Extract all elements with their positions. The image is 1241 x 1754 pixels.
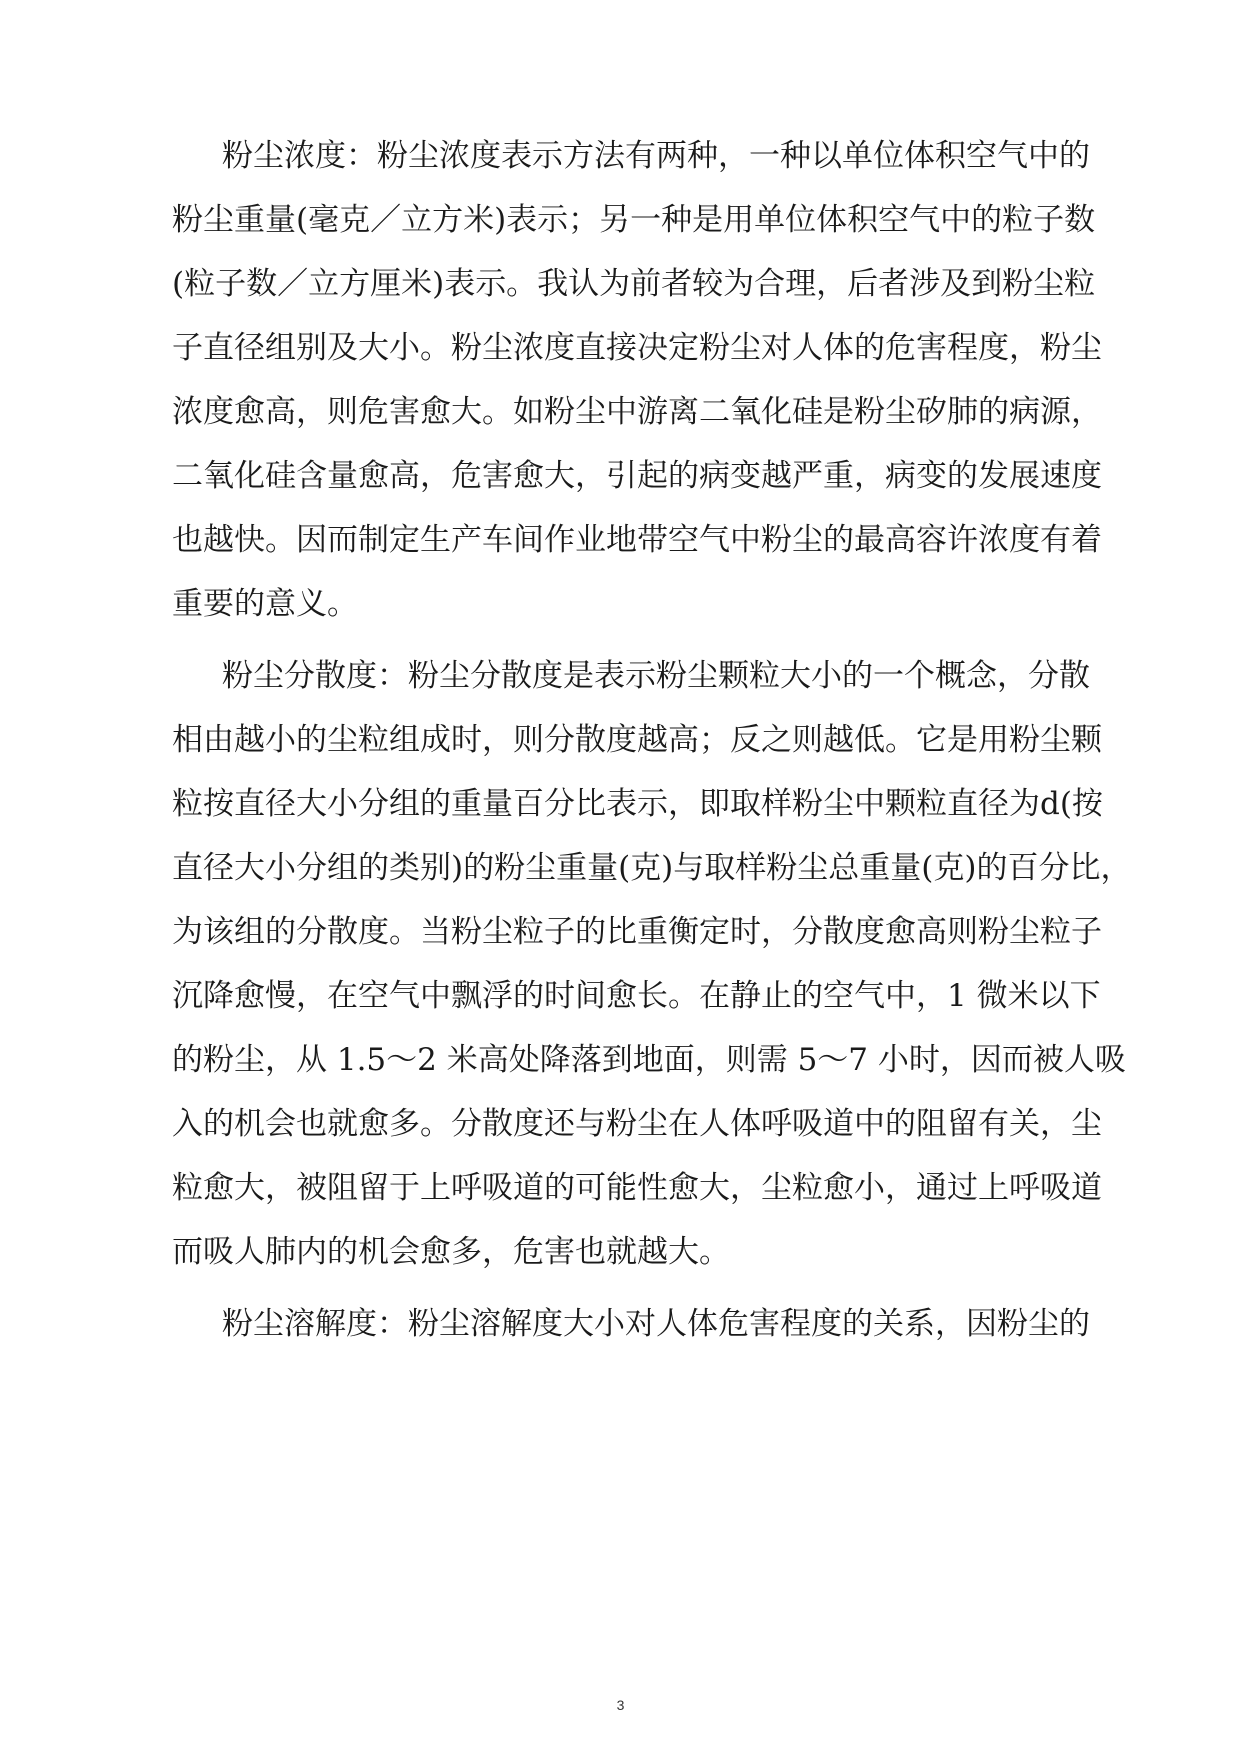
paragraph-2-line-3: 粒按直径大小分组的重量百分比表示，即取样粉尘中颗粒直径为d(按 xyxy=(172,786,1103,822)
paragraph-2-line-9: 粒愈大，被阻留于上呼吸道的可能性愈大，尘粒愈小，通过上呼吸道 xyxy=(172,1170,1102,1206)
paragraph-1-line-1: 粉尘浓度：粉尘浓度表示方法有两种，一种以单位体积空气中的 xyxy=(222,138,1090,174)
paragraph-1-line-6: 二氧化硅含量愈高，危害愈大，引起的病变越严重，病变的发展速度 xyxy=(172,458,1102,494)
paragraph-2-line-6: 沉降愈慢，在空气中飘浮的时间愈长。在静止的空气中，1 微米以下 xyxy=(172,978,1101,1014)
paragraph-2-line-10: 而吸人肺内的机会愈多，危害也就越大。 xyxy=(172,1234,730,1270)
paragraph-1-line-7: 也越快。因而制定生产车间作业地带空气中粉尘的最高容许浓度有着 xyxy=(172,522,1102,558)
paragraph-2-line-5: 为该组的分散度。当粉尘粒子的比重衡定时，分散度愈高则粉尘粒子 xyxy=(172,914,1102,950)
paragraph-2-line-7: 的粉尘，从 1.5～2 米高处降落到地面，则需 5～7 小时，因而被人吸 xyxy=(172,1042,1126,1078)
paragraph-2-line-4: 直径大小分组的类别)的粉尘重量(克)与取样粉尘总重量(克)的百分比， xyxy=(172,850,1132,886)
paragraph-1-line-5: 浓度愈高，则危害愈大。如粉尘中游离二氧化硅是粉尘矽肺的病源， xyxy=(172,394,1102,430)
paragraph-2-line-2: 相由越小的尘粒组成时，则分散度越高；反之则越低。它是用粉尘颗 xyxy=(172,722,1102,758)
paragraph-1-line-3: (粒子数／立方厘米)表示。我认为前者较为合理，后者涉及到粉尘粒 xyxy=(172,266,1096,302)
paragraph-1-line-4: 子直径组别及大小。粉尘浓度直接决定粉尘对人体的危害程度，粉尘 xyxy=(172,330,1102,366)
page-number: 3 xyxy=(616,1697,625,1713)
paragraph-2-line-1: 粉尘分散度：粉尘分散度是表示粉尘颗粒大小的一个概念，分散 xyxy=(222,658,1090,694)
paragraph-3-line-1: 粉尘溶解度：粉尘溶解度大小对人体危害程度的关系，因粉尘的 xyxy=(222,1306,1090,1342)
paragraph-1-line-2: 粉尘重量(毫克／立方米)表示；另一种是用单位体积空气中的粒子数 xyxy=(172,202,1096,238)
paragraph-2-line-8: 入的机会也就愈多。分散度还与粉尘在人体呼吸道中的阻留有关，尘 xyxy=(172,1106,1102,1142)
paragraph-1-line-8: 重要的意义。 xyxy=(172,586,358,622)
